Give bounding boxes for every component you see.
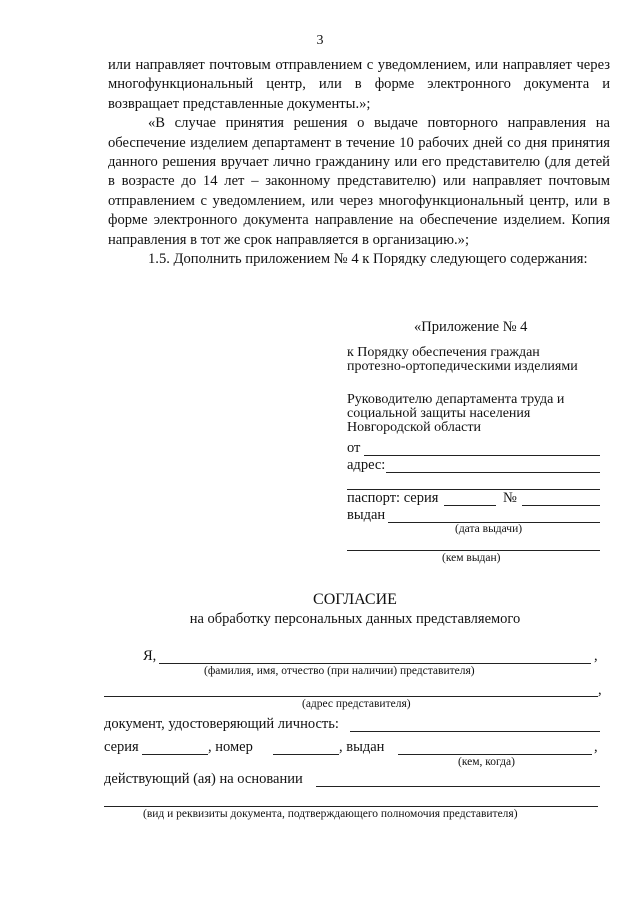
appendix-ref-line-2: протезно-ортопедическими изделиями xyxy=(347,359,578,374)
body-text xyxy=(108,56,610,269)
address-field[interactable] xyxy=(386,472,600,473)
consent-subtitle: на обработку персональных данных представляемого xyxy=(189,611,521,627)
acting-basis-field[interactable] xyxy=(316,786,600,787)
i-label: Я, xyxy=(143,648,157,664)
name-caption: (фамилия, имя, отчество (при наличии) представителя) xyxy=(204,665,475,677)
address-caption: (адрес представителя) xyxy=(302,698,411,710)
id-issued-field[interactable] xyxy=(398,754,592,755)
issued-caption: (кем, когда) xyxy=(458,756,515,768)
address-label: адрес: xyxy=(347,457,386,473)
addressee-line-3: Новгородской области xyxy=(347,420,481,435)
passport-series-field[interactable] xyxy=(444,505,496,506)
issued-by-caption: (кем выдан) xyxy=(442,552,501,564)
consent-title: СОГЛАСИЕ xyxy=(313,591,397,608)
addressee-line-2: социальной защиты населения xyxy=(347,406,531,421)
paragraph-1: или направляет почтовым отправлением с уведомлением, или направляет через многофункциональный центр, или в форме электронного документа и возвращает представленные документы.»; xyxy=(108,57,610,112)
representative-address-field[interactable] xyxy=(104,696,598,697)
number-field[interactable] xyxy=(273,754,339,755)
acting-basis-label: действующий (ая) на основании xyxy=(104,771,303,787)
series-label: серия xyxy=(104,739,139,755)
issue-date-caption: (дата выдачи) xyxy=(455,523,523,535)
page-number: 3 xyxy=(316,33,324,48)
from-field[interactable] xyxy=(364,455,600,456)
issued-comma: , xyxy=(594,739,598,755)
from-label: от xyxy=(347,440,361,456)
id-document-label: документ, удостоверяющий личность: xyxy=(104,716,339,732)
basis-caption: (вид и реквизиты документа, подтверждающего полномочия представителя) xyxy=(143,808,518,820)
passport-number-field[interactable] xyxy=(522,505,600,506)
number-label: , номер xyxy=(208,739,253,755)
addressee-line-1: Руководителю департамента труда и xyxy=(347,392,565,407)
issued-by-label: , выдан xyxy=(339,739,385,755)
representative-name-field[interactable] xyxy=(159,663,591,664)
series-field[interactable] xyxy=(142,754,208,755)
appendix-title: «Приложение № 4 xyxy=(414,319,528,335)
issued-by-field[interactable] xyxy=(347,550,600,551)
name-comma: , xyxy=(594,648,598,664)
passport-series-label: паспорт: серия xyxy=(347,490,439,506)
paragraph-2: «В случае принятия решения о выдаче повторного направления на обеспечение изделием департамент в течение 10 рабочих дней со дня принятия данного решения вручает лично гражданину или его представителю (для детей в возрасте до 14 лет – законному представителю) или направляет почтовым отправлением с уведомлением, или через многофункциональный центр, или в форме электронного документа направление на обеспечение изделием. Копия направления в тот же срок направляется в организацию.»; xyxy=(108,115,610,248)
appendix-ref-line-1: к Порядку обеспечения граждан xyxy=(347,345,540,360)
id-document-field[interactable] xyxy=(350,731,600,732)
basis-document-field[interactable] xyxy=(104,806,598,807)
issued-label: выдан xyxy=(347,507,386,523)
address-comma: , xyxy=(598,682,602,698)
passport-number-label: № xyxy=(503,490,517,506)
paragraph-3: 1.5. Дополнить приложением № 4 к Порядку следующего содержания: xyxy=(148,251,588,268)
